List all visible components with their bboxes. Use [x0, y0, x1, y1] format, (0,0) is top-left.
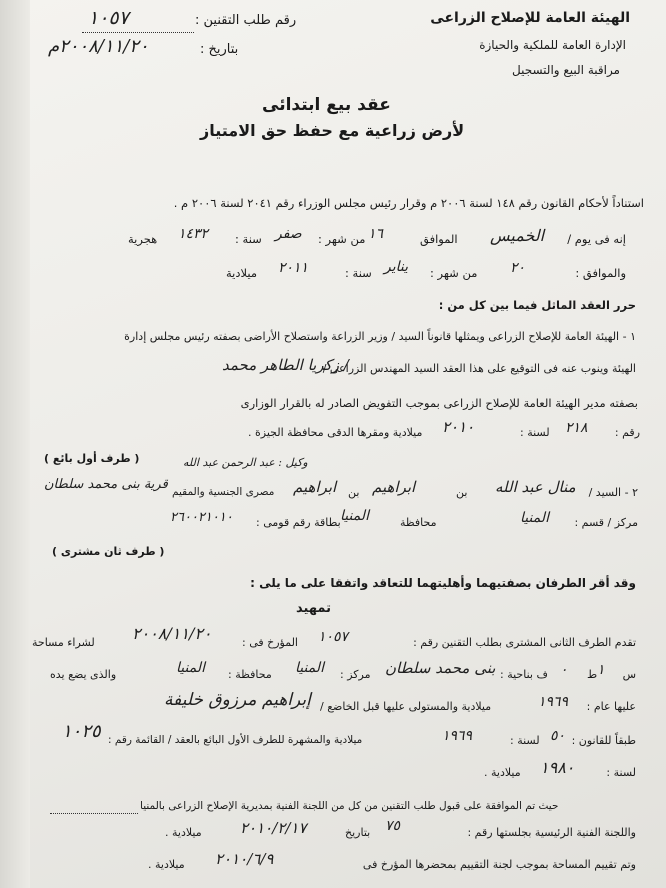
agreement: وقد أقر الطرفان بصفتيهما وأهليتهما للتعاقد واتفقا على ما يلى : [250, 576, 636, 590]
party1-line1: ١ - الهيئة العامة للإصلاح الزراعى ويمثلها قانوناً السيد / وزير الزراعة واستصلاح الأراضى بصفته رئيس مجلس إدارة [124, 330, 636, 343]
greg-month-label: من شهر : [430, 266, 478, 280]
party1-decree-tail: ميلادية ومقرها الدقى محافظة الجيزة . [248, 426, 423, 439]
party2-id-label: بطاقة رقم قومى : [256, 516, 341, 529]
parties-intro: حرر العقد الماثل فيما بين كل من : [438, 298, 636, 312]
hijri-year-label: سنة : [235, 232, 262, 246]
intro4-list: ١٠٢٥ [62, 721, 101, 742]
intro2-village: بنى محمد سلطان [385, 659, 496, 677]
doc-title: عقد بيع ابتدائى [262, 95, 391, 115]
intro2-t: ط [587, 668, 598, 681]
intro3-year: ١٩٦٩ [538, 694, 569, 710]
party2-prefix: ٢ - السيد / [588, 486, 638, 499]
hijri-mid: الموافق [420, 232, 458, 246]
intro3-name: إبراهيم مرزوق خليفة [164, 690, 311, 710]
party2-tag: ( طرف ثان مشترى ) [52, 545, 165, 558]
intro2-f-tail: والذى يضع يده [50, 668, 117, 681]
intro1-c: لشراء مساحة [32, 636, 95, 649]
intro7-session: ٧٥ [385, 818, 401, 834]
date-value: ٢٠٠٨/١١/٢٠م [48, 36, 149, 57]
greg-prefix: والموافق : [575, 266, 626, 280]
doc-subtitle: لأرض زراعية مع حفظ حق الامتياز [200, 121, 465, 140]
intro5-year: ١٩٨٠ [540, 758, 575, 777]
intro1-date: ٢٠٠٨/١١/٢٠ [132, 624, 212, 643]
day-value: الخميس [490, 226, 545, 245]
intro2-s: س [622, 668, 636, 681]
party1-line2: الهيئة وينوب عنه فى التوقيع على هذا العقد السيد المهندس الزراعى / [322, 362, 636, 375]
greg-year: ٢٠١١ [278, 260, 309, 276]
intro2-f: ف بناحية : [500, 668, 548, 681]
party1-decree: ٢١٨ [565, 420, 588, 436]
intro8-b: ميلادية . [148, 858, 185, 871]
intro2-v1: ١ [597, 662, 605, 678]
hijri-month: صفر [275, 226, 302, 242]
party1-tag: ( طرف أول بائع ) [44, 452, 140, 465]
intro8-a: وتم تقييم المساحة بموجب لجنة التقييم بمحضرها المؤرخ فى [362, 858, 636, 871]
party2-name2: ابراهيم [372, 478, 416, 496]
intro7-c: ميلادية . [165, 826, 202, 839]
day-prefix: إنه فى يوم / [567, 232, 626, 246]
ref-dotted-line [82, 32, 194, 33]
intro2-center-label: مركز : [340, 668, 371, 681]
greg-month: يناير [384, 259, 409, 275]
party2-mid1: بن [456, 486, 468, 499]
party2-nationality: مصرى الجنسية والمقيم [172, 486, 275, 498]
party2-name3: ابراهيم [293, 478, 337, 496]
ref-value: ١٠٥٧ [88, 7, 129, 29]
greg-year-label: سنة : [345, 266, 372, 280]
party2-gov: المنيا [340, 508, 369, 524]
intro2-v2: ٠ [560, 662, 568, 678]
hijri-month-label: من شهر : [318, 232, 366, 246]
intro4-b: لسنة : [510, 734, 540, 747]
intro1-a: تقدم الطرف الثانى المشترى بطلب التقنين رقم : [413, 636, 636, 649]
hijri-day: ١٦ [368, 226, 384, 242]
party2-center: المنيا [520, 510, 549, 526]
hijri-year: ١٤٣٢ [178, 226, 209, 242]
intro2-center: المنيا [295, 660, 324, 676]
intro4-law: ٥٠ [550, 728, 566, 744]
party2-gov-label: محافظة [400, 516, 437, 529]
intro7-b: بتاريخ [345, 826, 371, 839]
party2-name1: منال عبد الله [495, 478, 576, 496]
party1-signer: / زكريا الطاهر محمد [222, 356, 349, 374]
intro2-gov-label: محافظة : [228, 668, 272, 681]
intro7-date: ٢٠١٠/٢/١٧ [240, 819, 307, 837]
intro4-c: ميلادية والمشهرة للطرف الأول البائع بالعقد / القائمة رقم : [108, 734, 363, 746]
intro6-dotted-line [50, 813, 138, 814]
ref-label: رقم طلب التقنين : [195, 13, 297, 28]
intro5-a: لسنة : [606, 766, 636, 779]
page-fold-shadow [0, 0, 30, 888]
intro1-b: المؤرخ فى : [242, 636, 298, 649]
intro-heading: تمهيد [296, 601, 331, 616]
party1-decree-year: ٢٠١٠ [442, 418, 475, 436]
intro4-a: طبقاً للقانون : [571, 734, 636, 747]
intro3-b: ميلادية والمستولى عليها قبل الخاضع / [320, 700, 492, 713]
party2-address: قرية بنى محمد سلطان [44, 477, 168, 492]
hijri-suffix: هجرية [128, 232, 158, 246]
party2-agent: وكيل : عبد الرحمن عبد الله [183, 456, 308, 469]
intro7-a: واللجنة الفنية الرئيسية بجلستها رقم : [467, 826, 636, 839]
dept-name: الإدارة العامة للملكية والحيازة [479, 38, 626, 52]
section-name: مراقبة البيع والتسجيل [512, 63, 620, 77]
greg-day: ٢٠ [510, 260, 526, 276]
party2-center-label: مركز / قسم : [574, 516, 638, 529]
intro2-gov: المنيا [176, 660, 205, 676]
intro3-a: عليها عام : [586, 700, 636, 713]
preamble: استناداً لأحكام القانون رقم ١٤٨ لسنة ٢٠٠٦ م وقرار رئيس مجلس الوزراء رقم ٢٠٤١ لسنة ٢٠٠٦ م . [173, 196, 644, 210]
intro1-ref: ١٠٥٧ [318, 629, 349, 645]
party1-decree-year-label: لسنة : [520, 426, 550, 439]
party2-mid2: بن [348, 486, 360, 499]
party2-id: ٢٦٠٠٢١٠١٠ [170, 510, 233, 525]
intro6-a: حيث تم الموافقة على قبول طلب التقنين من كل من اللجنة الفنية بمديرية الإصلاح الزراعى بالمنيا [140, 800, 559, 812]
party1-line3: بصفته مدير الهيئة العامة للإصلاح الزراعى بموجب التفويض الصادر له بالقرار الوزارى [240, 396, 638, 410]
intro8-date: ٢٠١٠/٦/٩ [215, 850, 274, 868]
party1-decree-label: رقم : [614, 426, 640, 439]
intro5-b: ميلادية . [484, 766, 521, 779]
greg-suffix: ميلادية [226, 266, 257, 280]
intro4-year: ١٩٦٩ [442, 728, 473, 744]
org-name: الهيئة العامة للإصلاح الزراعى [430, 10, 630, 26]
date-label: بتاريخ : [200, 42, 239, 57]
